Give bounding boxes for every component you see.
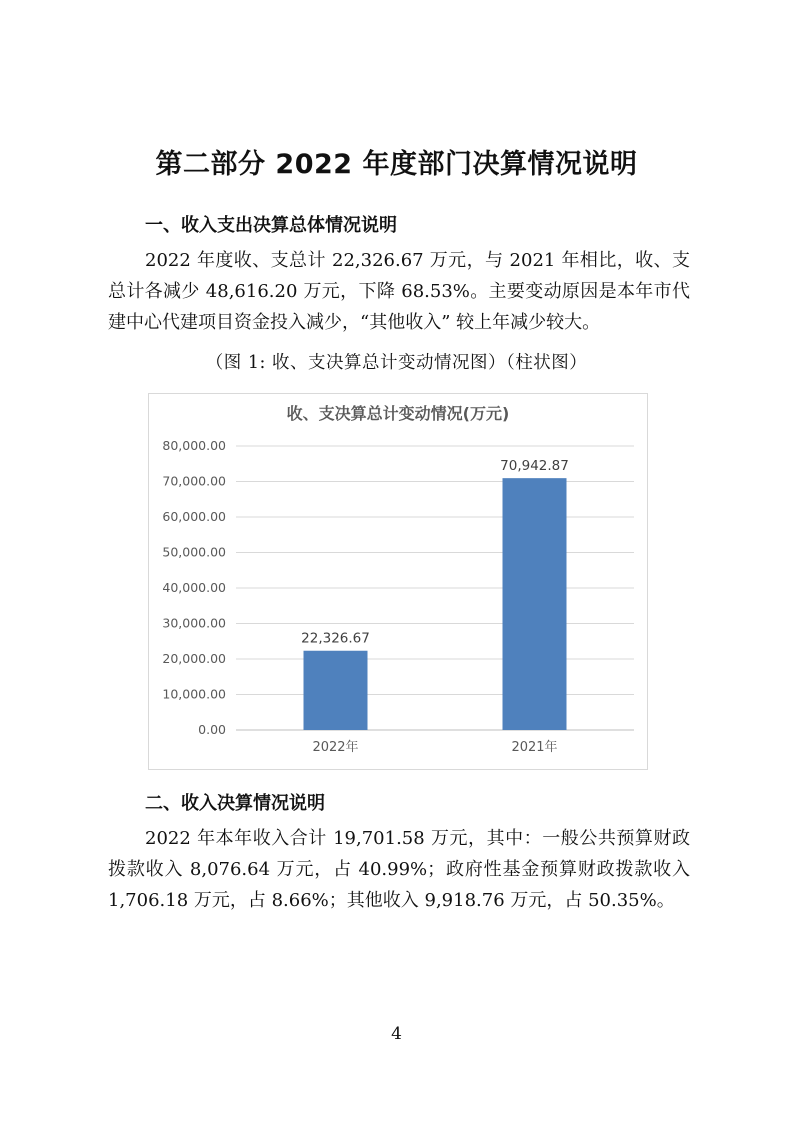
section1-paragraph: 2022 年度收、支总计 22,326.67 万元，与 2021 年相比，收、支总计各减少 48,616.20 万元，下降 68.53%。主要变动原因是本年市代建中心代建项目资金投入减少，“其他收入” 较上年减少较大。: [108, 250, 690, 333]
y-tick-label: 30,000.00: [162, 615, 226, 631]
y-tick-label: 70,000.00: [162, 473, 226, 489]
page-title: 第二部分 2022 年度部门决算情况说明: [155, 149, 638, 180]
data-label: 22,326.67: [301, 630, 370, 647]
x-tick-label: 2021年: [511, 740, 558, 755]
x-tick-label: 2022年: [312, 740, 359, 755]
section-heading-2: 二、收入决算情况说明: [145, 793, 325, 814]
bars: [304, 478, 567, 730]
y-axis-tick-labels: [162, 438, 226, 737]
y-tick-label: 80,000.00: [162, 438, 226, 453]
y-tick-label: 60,000.00: [162, 509, 226, 524]
section-heading-1: 一、收入支出决算总体情况说明: [145, 215, 397, 236]
bar-chart: [148, 393, 648, 770]
y-tick-label: 10,000.00: [162, 686, 226, 702]
figure-caption: （图 1: 收、支决算总计变动情况图）（柱状图）: [205, 353, 588, 373]
bar: [304, 651, 368, 730]
x-axis-tick-labels: [312, 739, 557, 755]
section2-paragraph: 2022 年本年收入合计 19,701.58 万元，其中：一般公共预算财政拨款收入 8,076.64 万元，占 40.99%；政府性基金预算财政拨款收入 1,706.18 万元，占 8.66%；其他收入 9,918.76 万元，占 50.35%。: [108, 828, 690, 911]
gridlines: [236, 446, 634, 730]
chart-title: 收、支决算总计变动情况(万元): [286, 404, 510, 423]
bar-chart-svg: [149, 394, 647, 769]
y-tick-label: 20,000.00: [162, 651, 226, 666]
bar: [503, 478, 567, 730]
y-tick-label: 0.00: [198, 722, 226, 737]
y-tick-label: 50,000.00: [162, 544, 226, 560]
page-number: 4: [391, 1024, 402, 1044]
data-label: 70,942.87: [500, 458, 569, 475]
y-tick-label: 40,000.00: [162, 580, 226, 595]
